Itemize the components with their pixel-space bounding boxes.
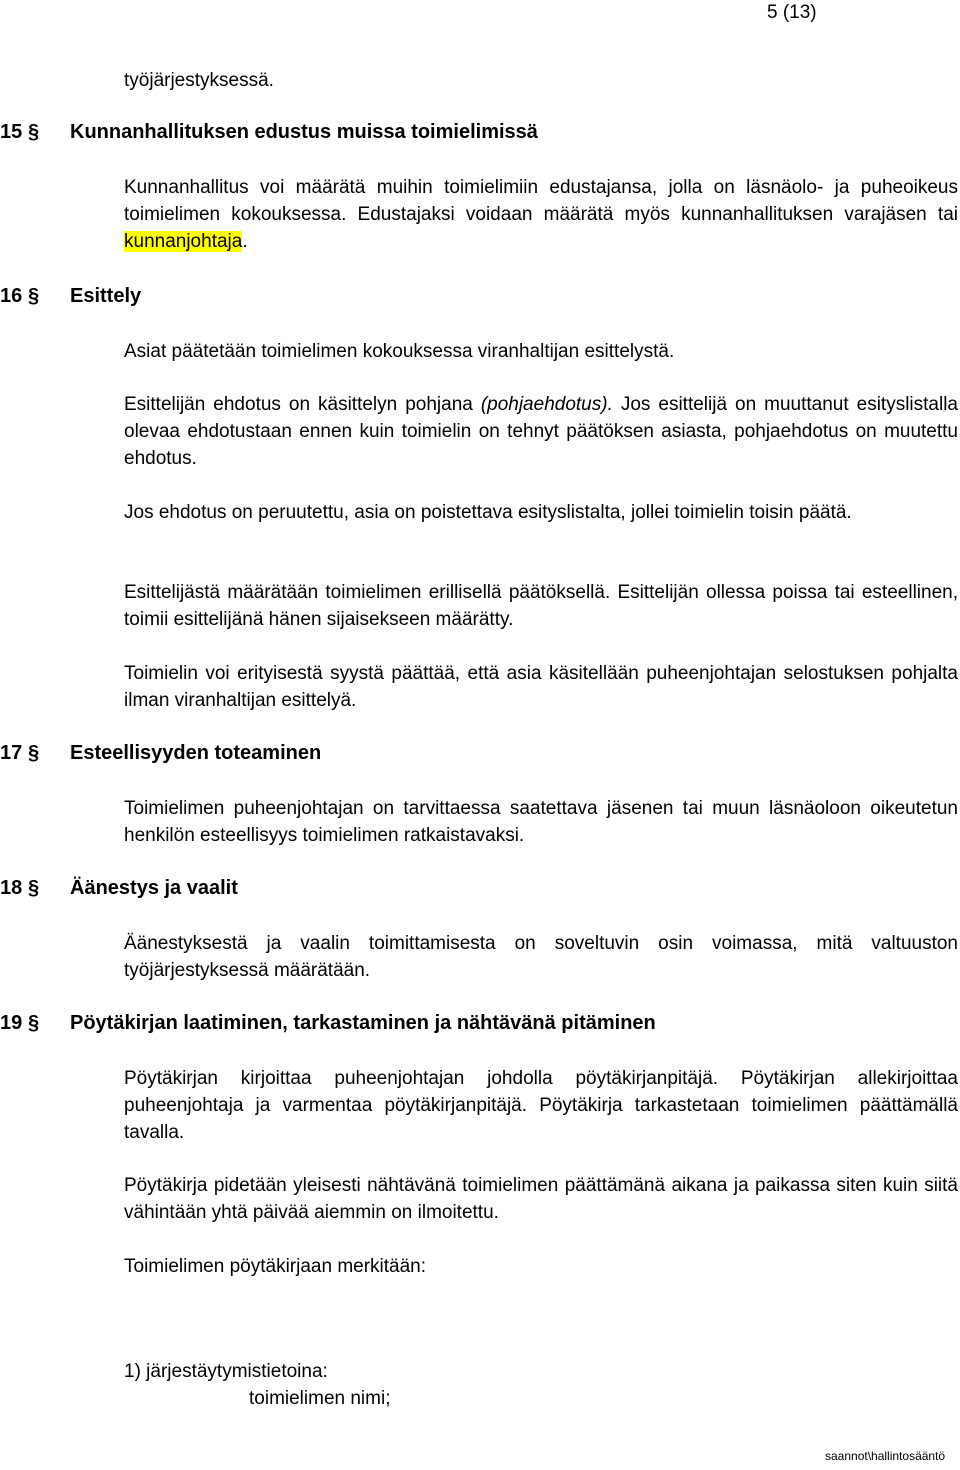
section-number: 19 bbox=[0, 1012, 23, 1034]
paragraph-end: . bbox=[242, 231, 248, 252]
section-16-paragraph-4: Esittelijästä määrätään toimielimen erillisellä päätöksellä. Esittelijän ollessa poissa tai esteellinen, toimii esittelijänä hänen sijaisekseen määrätty. bbox=[124, 582, 958, 630]
section-title: Esteellisyyden toteaminen bbox=[70, 742, 322, 764]
section-number: 18 bbox=[0, 877, 23, 899]
section-15-heading bbox=[0, 120, 538, 144]
section-title: Kunnanhallituksen edustus muissa toimielimissä bbox=[70, 121, 538, 143]
section-19-heading bbox=[0, 1011, 656, 1035]
footer-path: saannot\hallintosääntö bbox=[825, 1449, 946, 1463]
section-title: Pöytäkirjan laatiminen, tarkastaminen ja nähtävänä pitäminen bbox=[70, 1012, 656, 1034]
section-17-heading bbox=[0, 741, 321, 765]
page-number: 5 (13) bbox=[767, 2, 817, 23]
section-16-paragraph-1: Asiat päätetään toimielimen kokouksessa viranhaltijan esittelystä. bbox=[124, 341, 675, 362]
paragraph-text: Esittelijän ehdotus on käsittelyn pohjana bbox=[124, 394, 481, 415]
section-16-paragraph-2 bbox=[124, 391, 958, 472]
section-18-paragraph: Äänestyksestä ja vaalin toimittamisesta on soveltuvin osin voimassa, mitä valtuuston työjärjestyksessä määrätään. bbox=[124, 933, 958, 981]
section-16-paragraph-5: Toimielin voi erityisestä syystä päättää, että asia käsitellään puheenjohtajan selostuksen pohjalta ilman viranhaltijan esittelyä. bbox=[124, 663, 958, 711]
section-15-paragraph bbox=[124, 174, 958, 255]
paragraph-text-cont: Jos esittelijä on muuttanut esityslistalla olevaa ehdotustaan ennen kuin toimielin on tehnyt päätöksen asiasta, pohjaehdotus on muutettu ehdotus. bbox=[124, 394, 958, 469]
paragraph-text: Kunnanhallitus voi määrätä muihin toimielimiin edustajansa, jolla on läsnäolo- ja puheoikeus toimielimen kokouksessa. Edustajaksi voidaan määrätä myös kunnanhallituksen varajäsen tai bbox=[124, 177, 958, 225]
section-title: Äänestys ja vaalit bbox=[70, 877, 238, 899]
list-item: 1) järjestäytymistietoina: bbox=[124, 1361, 328, 1382]
section-symbol: § bbox=[28, 121, 40, 143]
section-title: Esittely bbox=[70, 285, 142, 307]
section-symbol: § bbox=[28, 877, 40, 899]
highlighted-term: kunnanjohtaja bbox=[124, 231, 243, 252]
section-number: 17 bbox=[0, 742, 23, 764]
section-17-paragraph: Toimielimen puheenjohtajan on tarvittaessa saatettava jäsenen tai muun läsnäoloon oikeutetun henkilön esteellisyys toimielimen ratkaistavaksi. bbox=[124, 798, 958, 846]
section-19-paragraph-2: Pöytäkirja pidetään yleisesti nähtävänä toimielimen päättämänä aikana ja paikassa siten kuin siitä vähintään yhtä päivää aiemmin on ilmoitettu. bbox=[124, 1175, 958, 1223]
section-number: 16 bbox=[0, 285, 23, 307]
list-sub-item: toimielimen nimi; bbox=[249, 1388, 391, 1409]
section-19-paragraph-1: Pöytäkirjan kirjoittaa puheenjohtajan johdolla pöytäkirjanpitäjä. Pöytäkirjan allekirjoittaa puheenjohtaja ja varmentaa pöytäkirjanpitäjä. Pöytäkirja tarkastetaan toimielimen päättämällä tavalla. bbox=[124, 1068, 958, 1143]
section-16-heading bbox=[0, 284, 141, 308]
carry-over-text: työjärjestyksessä. bbox=[124, 70, 274, 91]
section-symbol: § bbox=[28, 742, 40, 764]
section-16-paragraph-3: Jos ehdotus on peruutettu, asia on poistettava esityslistalta, jollei toimielin toisin päätä. bbox=[124, 502, 852, 523]
section-18-heading bbox=[0, 876, 238, 900]
section-19-paragraph-3: Toimielimen pöytäkirjaan merkitään: bbox=[124, 1256, 427, 1277]
section-number: 15 bbox=[0, 121, 23, 143]
section-symbol: § bbox=[28, 1012, 40, 1034]
italic-term: (pohjaehdotus). bbox=[480, 394, 613, 415]
section-symbol: § bbox=[28, 285, 40, 307]
